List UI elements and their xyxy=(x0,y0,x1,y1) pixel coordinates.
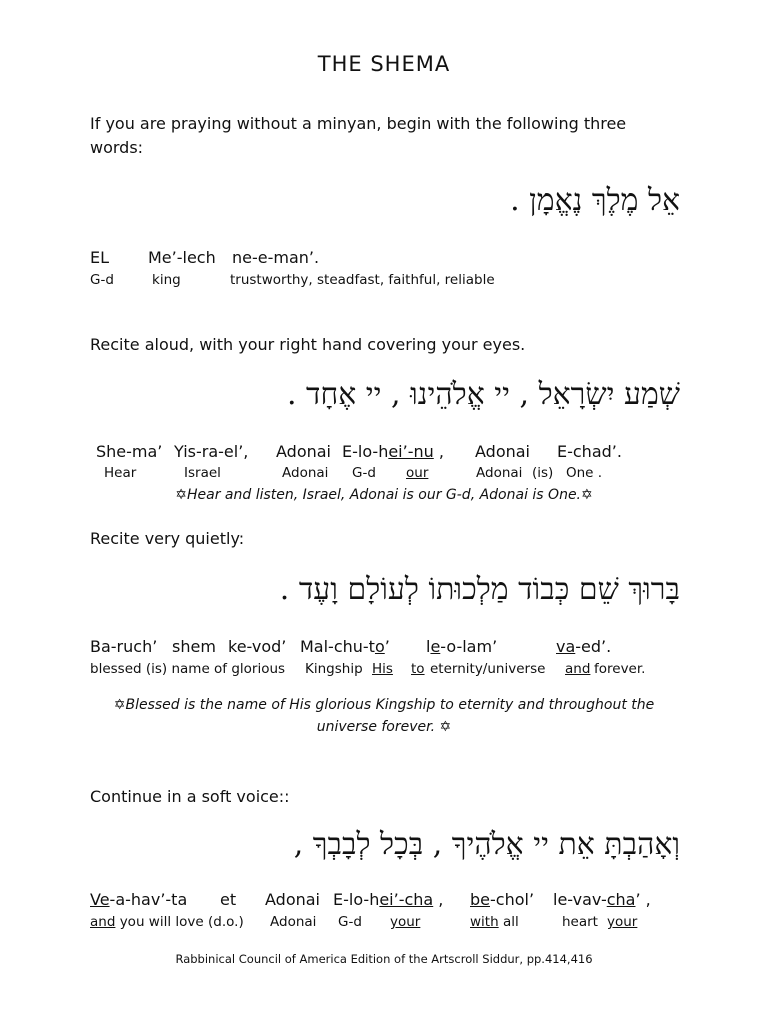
gloss-word: your xyxy=(607,914,638,930)
instruction-minyan-line2: words: xyxy=(90,138,144,157)
translation-baruch-line1: ✡Blessed is the name of His glorious Kingship to eternity and throughout the xyxy=(113,697,655,713)
translit-word: E-chad’. xyxy=(557,442,622,461)
translit-word: shem xyxy=(172,637,216,656)
gloss-word: trustworthy, steadfast, faithful, reliable xyxy=(230,272,495,288)
gloss-word: blessed (is) name of glorious xyxy=(90,661,286,677)
gloss-word: our xyxy=(406,465,429,481)
gloss-word: G-d xyxy=(338,914,362,930)
gloss-word: (d.o.) xyxy=(208,914,244,930)
gloss-word: heart xyxy=(562,914,598,930)
gloss-word: G-d xyxy=(352,465,376,481)
gloss-word: Adonai xyxy=(282,465,329,481)
translit-word-malchuto: Mal-chu-to’ xyxy=(300,637,390,656)
gloss-word: king xyxy=(152,272,181,288)
translit-word: Yis-ra-el’, xyxy=(174,442,249,461)
gloss-word: Adonai xyxy=(270,914,317,930)
translit-word: et xyxy=(220,890,237,909)
hebrew-el-melech-neeman: אֵל מֶלֶךְ נֶאֱמָן . xyxy=(510,183,680,218)
translit-word-bechol: be-chol’ xyxy=(470,890,535,909)
translit-word: EL xyxy=(90,248,110,267)
gloss-word: Israel xyxy=(184,465,221,481)
translit-word: Ba-ruch’ xyxy=(90,637,158,656)
translit-word-levavcha: le-vav-cha’ , xyxy=(553,890,651,909)
gloss-word: Hear xyxy=(104,465,137,481)
translit-word: ne-e-man’. xyxy=(232,248,320,267)
hebrew-shema-yisrael: שְׁמַע יִשְׂרָאֵל , יי אֱלֹהֵינוּ , יי אֶחָד . xyxy=(286,377,680,412)
instruction-soft-voice: Continue in a soft voice:: xyxy=(90,787,290,806)
source-citation: Rabbinical Council of America Edition of the Artscroll Siddur, pp.414,416 xyxy=(175,952,593,966)
translit-word: She-ma’ xyxy=(96,442,163,461)
translit-word: Me’-lech xyxy=(148,248,216,267)
translation-shema: ✡Hear and listen, Israel, Adonai is our G-d, Adonai is One.✡ xyxy=(175,487,593,503)
translit-word-leolam: le-o-lam’ xyxy=(426,637,498,656)
gloss-word: and xyxy=(565,661,591,677)
page-title: THE SHEMA xyxy=(317,52,451,76)
gloss-word: Kingship xyxy=(305,661,363,677)
translit-word-elohecha: E-lo-hei’-cha , xyxy=(333,890,444,909)
gloss-word: One . xyxy=(566,465,603,481)
gloss-word: forever. xyxy=(594,661,646,677)
translit-word: Adonai xyxy=(276,442,331,461)
translit-word-vaed: va-ed’. xyxy=(556,637,612,656)
translit-word-veahavta: Ve-a-hav’-ta xyxy=(90,890,188,909)
hebrew-baruch-shem: בָּרוּךְ שֵׁם כְּבוֹד מַלְכוּתוֹ לְעוֹלָם וָעֶד . xyxy=(279,572,680,607)
translation-baruch-line2: universe forever. ✡ xyxy=(316,719,452,735)
instruction-minyan-line1: If you are praying without a minyan, begin with the following three xyxy=(90,114,627,133)
instruction-recite-quietly: Recite very quietly: xyxy=(90,529,245,548)
gloss-word: your xyxy=(390,914,421,930)
gloss-and-you-will-love: and you will love xyxy=(90,914,204,930)
gloss-word: to xyxy=(411,661,425,677)
instruction-recite-aloud: Recite aloud, with your right hand covering your eyes. xyxy=(90,335,526,354)
gloss-word: eternity/universe xyxy=(430,661,546,677)
translit-word: Adonai xyxy=(475,442,530,461)
gloss-with-all: with all xyxy=(470,914,519,930)
hebrew-veahavta: וְאָהַבְתָּ אֵת יי אֱלֹהֶיךָ , בְּכָל לְבָבְךָ , xyxy=(293,827,680,862)
gloss-word: (is) xyxy=(532,465,554,481)
gloss-word: His xyxy=(372,661,393,677)
translit-word: Adonai xyxy=(265,890,320,909)
translit-word: ke-vod’ xyxy=(228,637,287,656)
gloss-word: G-d xyxy=(90,272,114,288)
translit-word-elohenu: E-lo-hei’-nu , xyxy=(342,442,444,461)
gloss-word: Adonai xyxy=(476,465,523,481)
